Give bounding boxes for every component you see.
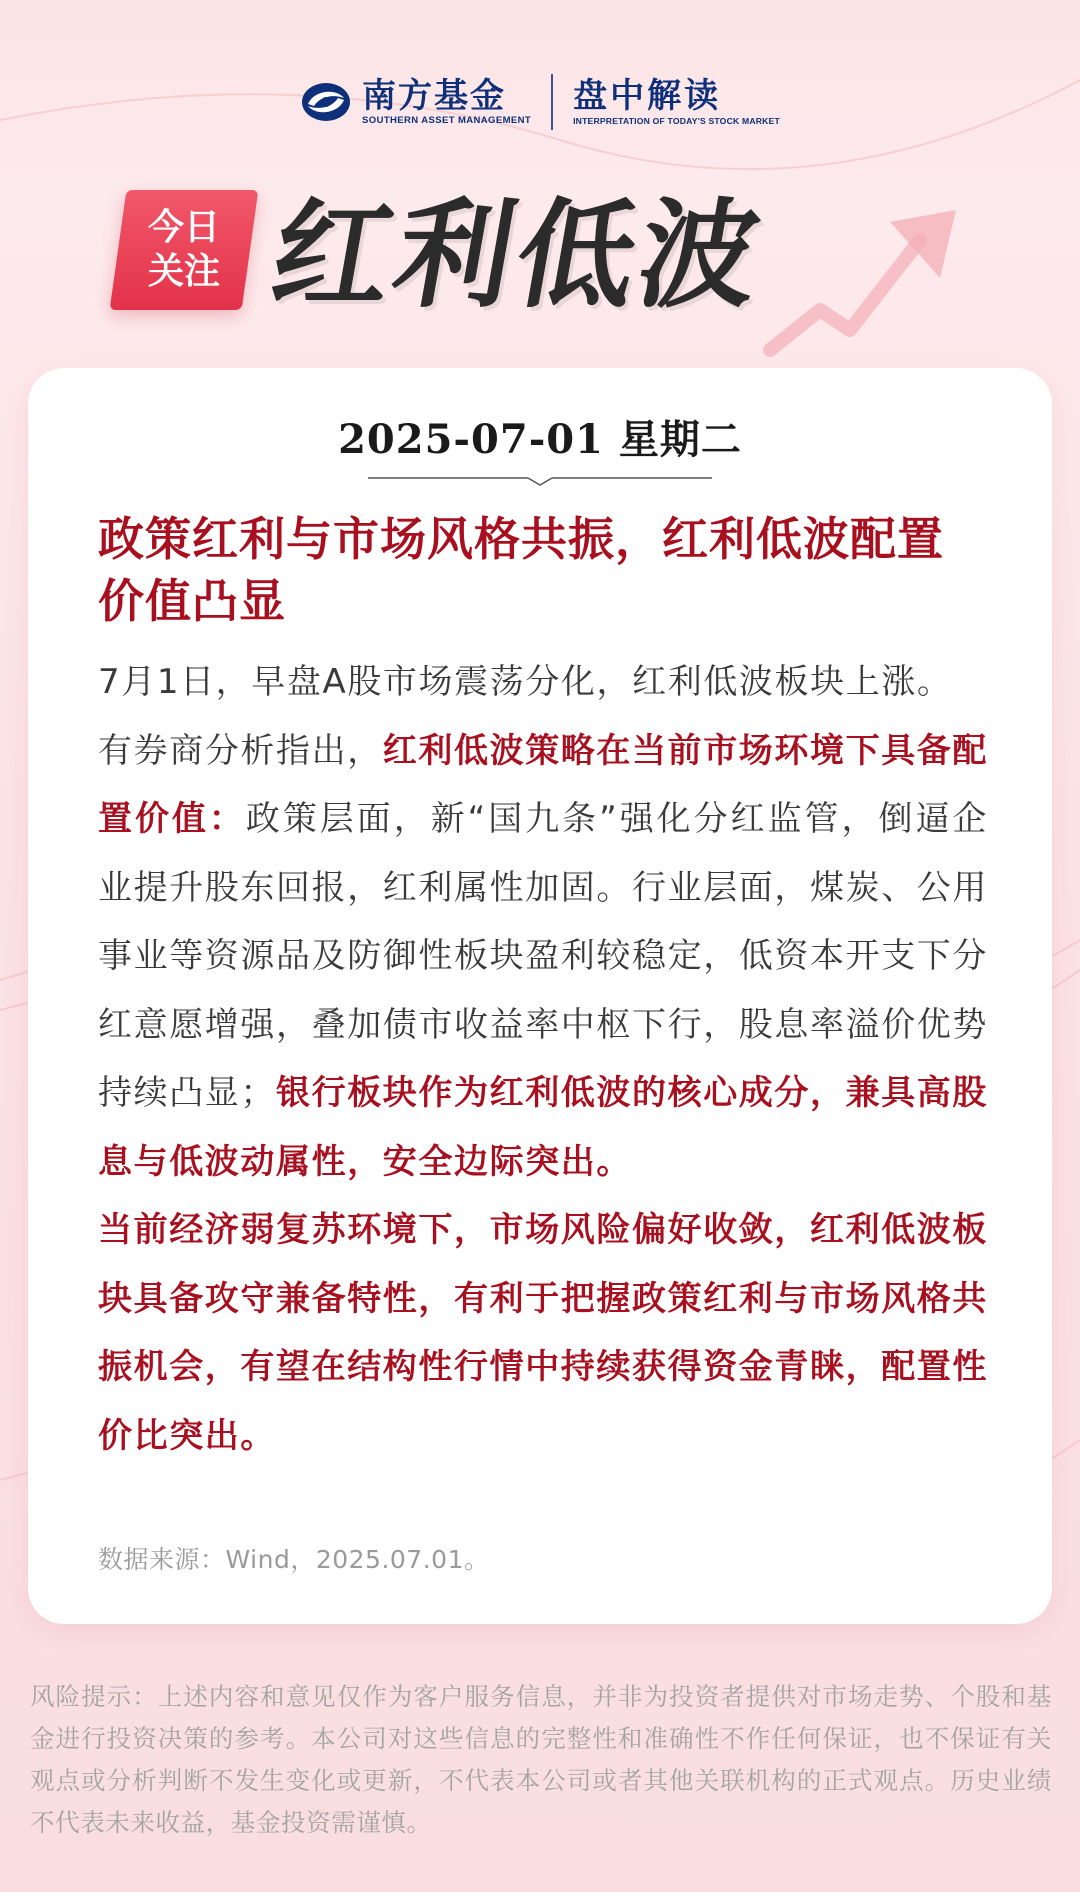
paragraph-2-highlight-1: 红利低波策略在当前市场环境下具备配置价值： <box>98 730 989 839</box>
date-block <box>28 414 1052 466</box>
brand-name-cn: 南方基金 <box>362 76 507 116</box>
title-banner <box>118 180 978 330</box>
report-date: 2025-07-01 星期二 <box>338 416 742 463</box>
date-underline <box>368 474 712 486</box>
article-body <box>98 648 988 1470</box>
content-card <box>28 368 1052 1624</box>
paragraph-2-highlight-2: 银行板块作为红利低波的核心成分，兼具高股息与低波动属性，安全边际突出。 <box>98 1073 988 1182</box>
badge-line-1: 今日 <box>147 207 220 248</box>
brand-name-en: SOUTHERN ASSET MANAGEMENT <box>362 115 532 126</box>
southern-asset-swirl-icon <box>300 80 352 124</box>
column-logo <box>573 77 780 127</box>
data-source: 数据来源：Wind，2025.07.01。 <box>98 1545 490 1574</box>
paragraph-2-body: 政策层面，新“国九条”强化分红监管，倒逼企业提升股东回报，红利属性加固。行业层面，煤炭、公用事业等资源品及防御性板块盈利较稳定，低资本开支下分红意愿增强，叠加债市收益率中枢下行，股息率溢价优势持续凸显； <box>98 799 989 1113</box>
brand-logo <box>300 77 531 127</box>
paragraph-2-intro: 有券商分析指出， <box>98 730 383 771</box>
badge-line-2: 关注 <box>147 251 220 292</box>
page-title: 红利低波 <box>261 186 775 324</box>
paragraph-3: 当前经济弱复苏环境下，市场风险偏好收敛，红利低波板块具备攻守兼备特性，有利于把握政策红利与市场风格共振机会，有望在结构性行情中持续获得资金青睐，配置性价比突出。 <box>98 1210 988 1456</box>
headline: 政策红利与市场风格共振，红利低波配置价值凸显 <box>98 512 944 628</box>
paragraph-2 <box>98 717 988 1197</box>
paragraph-1: 7月1日，早盘A股市场震荡分化，红利低波板块上涨。 <box>98 662 953 702</box>
column-name-cn: 盘中解读 <box>573 76 722 116</box>
column-name-en: INTERPRETATION OF TODAY'S STOCK MARKET <box>573 116 780 126</box>
header-logos <box>0 72 1080 132</box>
logo-divider <box>551 74 553 130</box>
today-focus-badge-text <box>118 190 250 310</box>
risk-disclaimer: 风险提示：上述内容和意见仅作为客户服务信息，并非为投资者提供对市场走势、个股和基金进行投资决策的参考。本公司对这些信息的完整性和准确性不作任何保证，也不保证有关观点或分析判断不发生变化或更新，不代表本公司或者其他关联机构的正式观点。历史业绩不代表未来收益，基金投资需谨慎。 <box>30 1682 1052 1837</box>
